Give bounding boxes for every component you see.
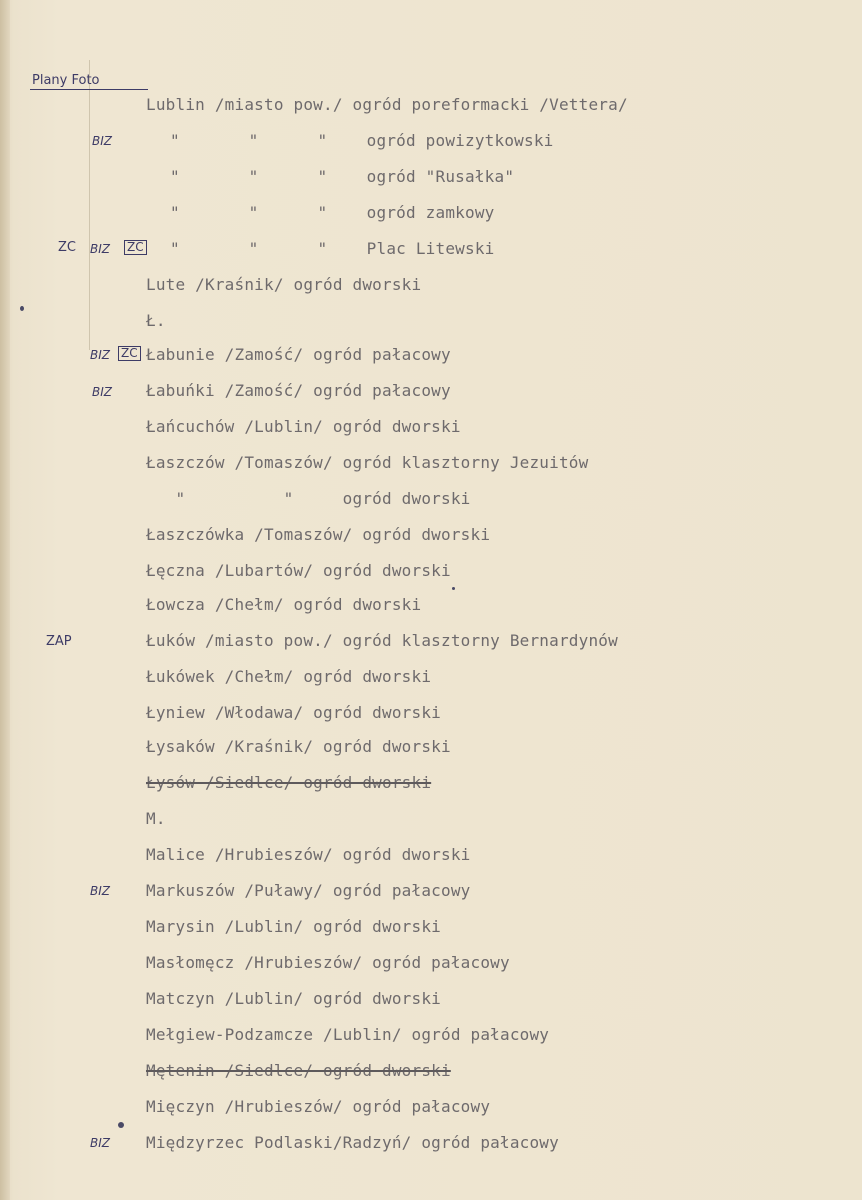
row-text: Mięczyn /Hrubieszów/ ogród pałacowy — [146, 1097, 491, 1116]
row-text: Łaszczówka /Tomaszów/ ogród dworski — [146, 525, 491, 544]
row-text: " " " ogród powizytkowski — [170, 131, 554, 150]
margin-mark-zc: ZC — [58, 240, 76, 255]
margin-mark-zc-boxed: ZC — [118, 346, 141, 361]
row-text: Łowcza /Chełm/ ogród dworski — [146, 595, 422, 614]
row-text: Masłomęcz /Hrubieszów/ ogród pałacowy — [146, 953, 510, 972]
row-text: Lute /Kraśnik/ ogród dworski — [146, 275, 422, 294]
margin-line — [89, 60, 90, 350]
row-text: Łabunie /Zamość/ ogród pałacowy — [146, 345, 451, 364]
margin-mark-zap: ZAP — [46, 634, 72, 649]
row-text: Międzyrzec Podlaski/Radzyń/ ogród pałacowy — [146, 1133, 559, 1152]
row-text: Łysaków /Kraśnik/ ogród dworski — [146, 737, 451, 756]
row-text: Matczyn /Lublin/ ogród dworski — [146, 989, 441, 1008]
row-text: " " " ogród zamkowy — [170, 203, 495, 222]
row-text: Mełgiew-Podzamcze /Lublin/ ogród pałacowy — [146, 1025, 550, 1044]
row-text: Łabuńki /Zamość/ ogród pałacowy — [146, 381, 451, 400]
row-text-struck: Mętenin /Siedlce/ ogród dworski — [146, 1061, 451, 1080]
row-text: Lublin /miasto pow./ ogród poreformacki /Vettera/ — [146, 95, 628, 114]
row-text: Łuków /miasto pow./ ogród klasztorny Bernardynów — [146, 631, 618, 650]
header-underline — [30, 89, 148, 90]
ink-dot — [452, 587, 455, 590]
row-text: Łyniew /Włodawa/ ogród dworski — [146, 703, 441, 722]
section-letter: Ł. — [146, 311, 166, 330]
row-text: " " " ogród "Rusałka" — [170, 167, 515, 186]
page-edge — [0, 0, 10, 1200]
margin-mark-biz: BIZ — [90, 884, 110, 898]
section-letter: M. — [146, 809, 166, 828]
ink-dot — [118, 1122, 124, 1128]
header-note: Plany Foto — [32, 73, 100, 88]
row-text: Łaszczów /Tomaszów/ ogród klasztorny Jezuitów — [146, 453, 589, 472]
margin-mark-biz: BIZ — [90, 348, 110, 362]
row-text: " " " Plac Litewski — [170, 239, 495, 258]
margin-mark-biz: BIZ — [92, 385, 112, 399]
row-text-struck: Łysów /Siedlce/ ogród dworski — [146, 773, 432, 792]
margin-mark-biz: BIZ — [90, 1136, 110, 1150]
row-text: Łukówek /Chełm/ ogród dworski — [146, 667, 432, 686]
ink-dot — [20, 306, 24, 311]
row-text: Łęczna /Lubartów/ ogród dworski — [146, 561, 451, 580]
row-text: Markuszów /Puławy/ ogród pałacowy — [146, 881, 471, 900]
row-text: " " ogród dworski — [146, 489, 471, 508]
row-text: Łańcuchów /Lublin/ ogród dworski — [146, 417, 461, 436]
margin-mark-zc-boxed: ZC — [124, 240, 147, 255]
margin-mark-biz: BIZ — [90, 242, 110, 256]
row-text: Marysin /Lublin/ ogród dworski — [146, 917, 441, 936]
margin-mark-biz: BIZ — [92, 134, 112, 148]
row-text: Malice /Hrubieszów/ ogród dworski — [146, 845, 471, 864]
